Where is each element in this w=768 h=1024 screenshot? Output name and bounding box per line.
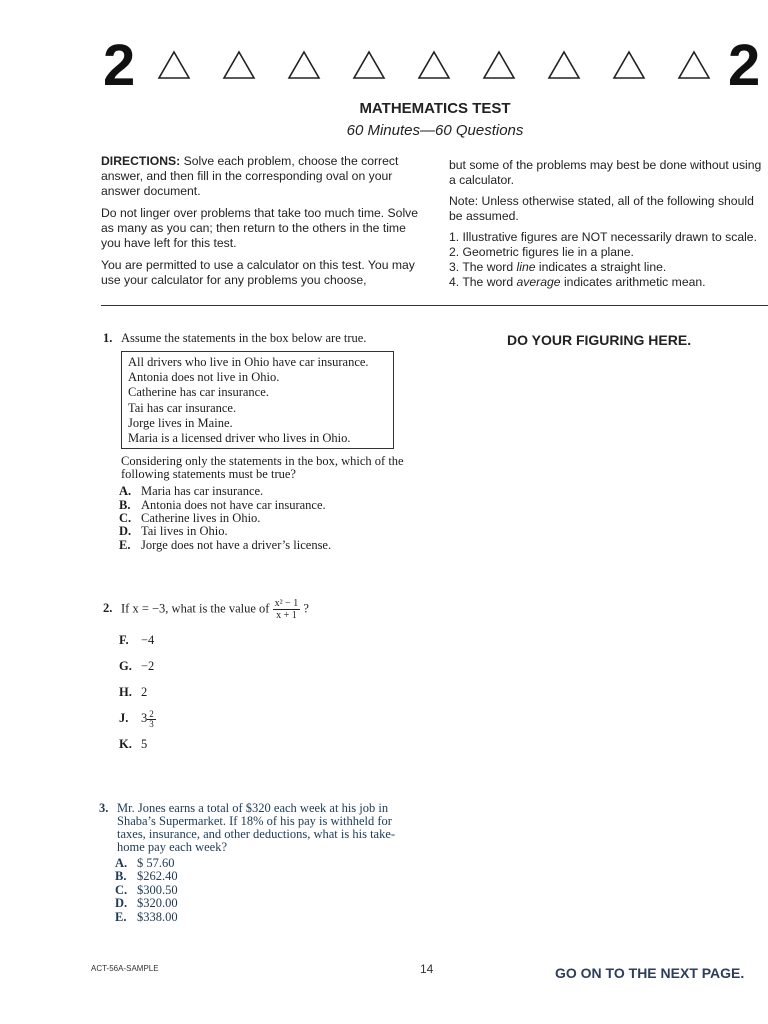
choice-letter: A. bbox=[119, 484, 132, 499]
triangle-outline-icon bbox=[157, 50, 191, 80]
question-mark: ? bbox=[303, 601, 309, 616]
statements-box bbox=[121, 351, 394, 449]
test-title: MATHEMATICS TEST bbox=[359, 100, 511, 117]
choice-letter: D. bbox=[119, 524, 132, 539]
answer-choices bbox=[119, 627, 309, 757]
directions-label: DIRECTIONS: bbox=[101, 154, 181, 168]
choice-text: Tai lives in Ohio. bbox=[141, 524, 228, 539]
statement: Tai has car insurance. bbox=[128, 400, 237, 415]
test-subtitle: 60 Minutes—60 Questions bbox=[346, 122, 524, 139]
assumption-item: 2. Geometric figures lie in a plane. bbox=[449, 245, 634, 259]
triangle-outline-icon bbox=[352, 50, 386, 80]
choice-text: −4 bbox=[141, 633, 155, 647]
mixed-number-whole: 3 bbox=[141, 711, 148, 725]
answer-choice[interactable] bbox=[119, 539, 421, 552]
question-stem: Mr. Jones earns a total of $320 each week at his job in Shaba’s Supermarket. If 18% of his pay is withheld for taxes, insurance, and other deductions, what is his take-home pay each week? bbox=[117, 801, 396, 854]
choice-text: $262.40 bbox=[137, 869, 178, 884]
answer-choice[interactable] bbox=[119, 731, 309, 757]
answer-choice[interactable] bbox=[119, 653, 309, 679]
statement: Maria is a licensed driver who lives in Ohio. bbox=[128, 431, 351, 446]
choice-text: $300.50 bbox=[137, 882, 178, 897]
question-3 bbox=[99, 802, 415, 924]
section-number-left: 2 bbox=[103, 33, 136, 98]
answer-choice[interactable] bbox=[119, 525, 421, 538]
section-divider bbox=[101, 305, 768, 306]
triangle-outline-icon bbox=[222, 50, 256, 80]
choice-letter: E. bbox=[119, 537, 131, 552]
choice-letter: B. bbox=[115, 869, 127, 884]
choice-letter: B. bbox=[119, 497, 131, 512]
statement: Antonia does not live in Ohio. bbox=[128, 370, 280, 385]
choice-text: 2 bbox=[141, 685, 148, 699]
directions-left-column bbox=[101, 154, 423, 295]
section-number-right: 2 bbox=[728, 33, 761, 98]
answer-choice[interactable] bbox=[115, 857, 415, 870]
fraction-numerator: x² − 1 bbox=[274, 598, 299, 609]
answer-choice[interactable] bbox=[119, 499, 421, 512]
answer-choices bbox=[119, 485, 421, 552]
assumptions-list bbox=[449, 230, 768, 290]
question-number: 3. bbox=[99, 801, 109, 815]
assumption-item: 1. Illustrative figures are NOT necessarily drawn to scale. bbox=[449, 230, 757, 244]
choice-text: 5 bbox=[141, 737, 148, 751]
choice-letter: H. bbox=[119, 685, 132, 699]
statement: Catherine has car insurance. bbox=[128, 385, 269, 400]
answer-choice[interactable] bbox=[115, 911, 415, 924]
question-prompt: Considering only the statements in the box, which of the following statements must be true? bbox=[121, 454, 404, 482]
answer-choices bbox=[115, 857, 415, 924]
answer-choice[interactable] bbox=[119, 485, 421, 498]
answer-choice[interactable] bbox=[115, 870, 415, 883]
choice-letter: C. bbox=[115, 882, 128, 897]
choice-text: $320.00 bbox=[137, 896, 178, 911]
choice-letter: E. bbox=[115, 909, 127, 924]
assumption-item: 4. The word average indicates arithmetic mean. bbox=[449, 275, 706, 289]
choice-letter: K. bbox=[119, 737, 132, 751]
form-code: ACT-56A-SAMPLE bbox=[91, 964, 159, 973]
choice-letter: A. bbox=[115, 856, 128, 870]
directions-note: Note: Unless otherwise stated, all of the following should be assumed. bbox=[449, 194, 754, 223]
question-number: 2. bbox=[103, 601, 113, 616]
choice-letter: G. bbox=[119, 659, 132, 673]
question-2 bbox=[103, 598, 309, 757]
triangle-outline-icon bbox=[417, 50, 451, 80]
next-page-notice: GO ON TO THE NEXT PAGE. bbox=[555, 965, 745, 981]
expression-fraction bbox=[273, 598, 301, 621]
answer-choice[interactable] bbox=[115, 897, 415, 910]
answer-choice[interactable] bbox=[119, 512, 421, 525]
directions-text-1: Solve each problem, choose the correct answer, and then fill in the corresponding oval on your answer document. bbox=[101, 154, 399, 198]
answer-choice[interactable] bbox=[119, 679, 309, 705]
answer-choice[interactable] bbox=[119, 705, 309, 731]
answer-choice[interactable] bbox=[115, 884, 415, 897]
choice-letter: J. bbox=[119, 711, 129, 725]
directions-paragraph-4: but some of the problems may best be done without using a calculator. bbox=[449, 158, 762, 187]
triangle-outline-icon bbox=[612, 50, 646, 80]
choice-text: Maria has car insurance. bbox=[141, 484, 264, 499]
choice-letter: C. bbox=[119, 511, 132, 526]
question-number: 1. bbox=[103, 331, 113, 345]
directions-paragraph-2: Do not linger over problems that take too much time. Solve as many as you can; then return to the others in the time you have left for this test. bbox=[101, 206, 419, 250]
directions-paragraph-3: You are permitted to use a calculator on this test. You may use your calculator for any problems you choose, bbox=[101, 258, 415, 287]
page-number: 14 bbox=[420, 962, 434, 976]
answer-choice[interactable] bbox=[119, 627, 309, 653]
statement: All drivers who live in Ohio have car insurance. bbox=[128, 355, 369, 369]
question-1 bbox=[103, 332, 421, 552]
choice-text: Antonia does not have car insurance. bbox=[141, 497, 326, 512]
choice-text: Jorge does not have a driver’s license. bbox=[141, 537, 332, 552]
choice-text: Catherine lives in Ohio. bbox=[141, 511, 261, 526]
choice-text: −2 bbox=[141, 659, 155, 673]
question-stem: If x = −3, what is the value of bbox=[121, 601, 270, 616]
choice-letter: F. bbox=[119, 633, 129, 647]
directions-right-column bbox=[449, 158, 768, 290]
directions-paragraph-1 bbox=[101, 154, 423, 199]
choice-letter: D. bbox=[115, 896, 128, 911]
fraction-numerator: 2 bbox=[149, 708, 154, 719]
triangle-outline-icon bbox=[482, 50, 516, 80]
fraction-denominator: x + 1 bbox=[276, 610, 297, 621]
question-stem: Assume the statements in the box below are true. bbox=[121, 331, 367, 345]
assumption-item: 3. The word line indicates a straight line. bbox=[449, 260, 667, 274]
triangle-outline-icon bbox=[287, 50, 321, 80]
triangle-outline-icon bbox=[677, 50, 711, 80]
figuring-label: DO YOUR FIGURING HERE. bbox=[507, 332, 692, 348]
statement: Jorge lives in Maine. bbox=[128, 415, 233, 430]
fraction-denominator: 3 bbox=[149, 718, 154, 729]
triangle-outline-icon bbox=[547, 50, 581, 80]
choice-text: $ 57.60 bbox=[137, 856, 175, 870]
mixed-number-fraction bbox=[147, 710, 156, 729]
choice-text: $338.00 bbox=[137, 909, 178, 924]
